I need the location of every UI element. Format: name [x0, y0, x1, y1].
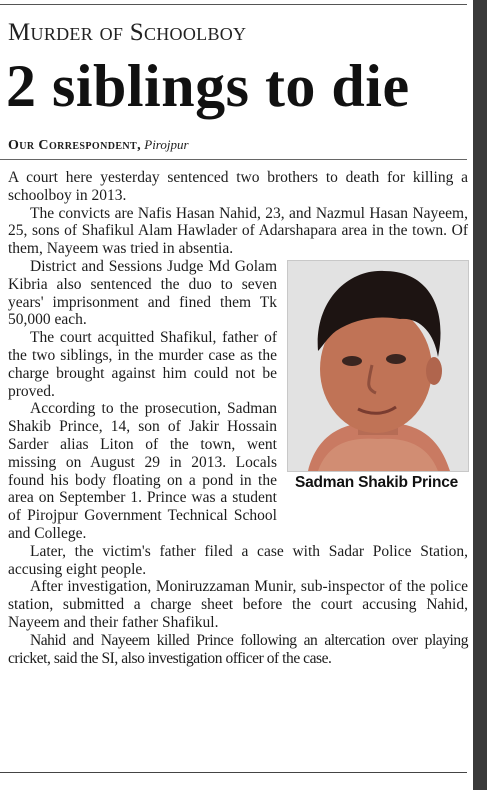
photo-block — [285, 260, 468, 516]
byline-location: Pirojpur — [144, 137, 189, 152]
paragraph: A court here yesterday sentenced two brothers to death for killing a schoolboy in 2013. — [8, 169, 468, 204]
article-body — [8, 169, 468, 667]
article-kicker: Murder of Schoolboy — [8, 19, 247, 46]
paragraph: The convicts are Nafis Hasan Nahid, 23, and Nazmul Hasan Nayeem, 25, sons of Shafikul Alam Hawlader of Adarshapara area in the town. Of them, Nayeem was tried in absentia. — [8, 204, 468, 258]
byline — [8, 137, 189, 154]
byline-author: Our Correspondent, — [8, 138, 141, 153]
paragraph: Nahid and Nayeem killed Prince following an altercation over playing cricket, said the SI, also investigation officer of the case. — [8, 631, 468, 667]
paragraph: According to the prosecution, Sadman Shakib Prince, 14, son of Jakir Hossain Sarder alias Liton of the town, went missing on August 29 in 2013. Locals found his body floating on a pond in the area on September 1. Prince was a student of Pirojpur Government Technical School and College. — [8, 400, 277, 542]
paragraph: Later, the victim's father filed a case with Sadar Police Station, accusing eight people. — [8, 542, 468, 578]
paragraph: The court acquitted Shafikul, father of the two siblings, in the murder case as the charge brought against him could not be proved. — [8, 329, 277, 400]
byline-rule — [0, 159, 467, 160]
portrait-illustration — [288, 261, 468, 471]
paragraph: District and Sessions Judge Md Golam Kibria also sentenced the duo to seven years' imprisonment and fined them Tk 50,000 each. — [8, 257, 277, 329]
article-headline: 2 siblings to die — [6, 53, 410, 119]
page-edge-bar — [473, 0, 487, 790]
photo-caption: Sadman Shakib Prince — [294, 473, 459, 491]
bottom-rule — [0, 772, 467, 773]
victim-photo — [287, 260, 469, 472]
paragraph: After investigation, Moniruzzaman Munir, sub-inspector of the police station, submitted a charge sheet before the court accusing Nahid, Nayeem and their father Shafikul. — [8, 578, 468, 631]
top-rule — [0, 4, 467, 5]
